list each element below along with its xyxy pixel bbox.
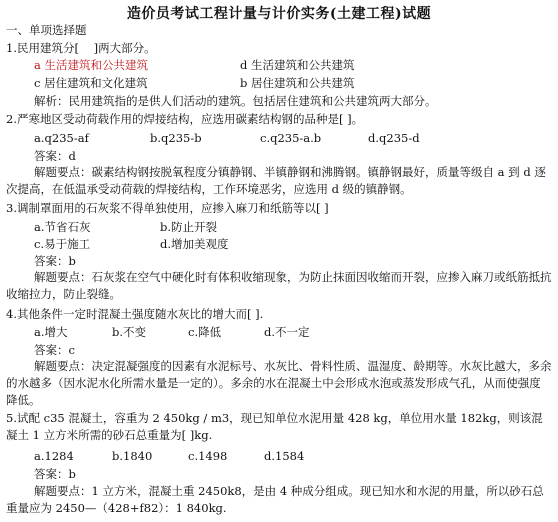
q5-answer: 答案：b bbox=[34, 467, 76, 481]
q3-option-b: b.防止开裂 bbox=[160, 220, 218, 234]
q4-explanation: 解题要点：决定混凝强度的因素有水泥标号、水灰比、骨料性质、温湿度、龄期等。水灰比越大，多余的水越多（因水泥水化所需水量是一定的）。多余的水在混凝土中会形成水泡或蒸发形成气孔，从而使强度降低。 bbox=[6, 359, 552, 407]
page-title: 造价员考试工程计量与计价实务(土建工程)试题 bbox=[126, 6, 432, 22]
q4-option-c: c.降低 bbox=[188, 325, 222, 339]
q4-option-d: d.不一定 bbox=[264, 325, 310, 339]
q1-explanation: 解析：民用建筑指的是供人们活动的建筑。包括居住建筑和公共建筑两大部分。 bbox=[34, 94, 437, 108]
answer-blank bbox=[79, 41, 94, 55]
q3-option-d: d.增加美观度 bbox=[160, 237, 229, 251]
q2-option-a: a.q235-af bbox=[34, 131, 89, 145]
q3-option-a: a.节省石灰 bbox=[34, 220, 91, 234]
q4-answer: 答案：c bbox=[34, 343, 75, 357]
q5-explanation: 解题要点：1 立方米，混凝土重 2450k8，是由 4 种成分组成。现已知水和水泥的用量，所以砂石总重量应为 2450—（428+f82）：1 840kg. bbox=[6, 484, 544, 515]
question-1-stem: 1.民用建筑分[ ]两大部分。 bbox=[6, 41, 156, 55]
q2-option-d: d.q235-d bbox=[368, 131, 420, 145]
q5-option-c: c.1498 bbox=[188, 449, 228, 463]
q1-option-b: d 生活建筑和公共建筑 bbox=[240, 58, 355, 72]
q2-option-b: b.q235-b bbox=[150, 131, 202, 145]
q1-option-a: a 生活建筑和公共建筑 bbox=[34, 58, 149, 72]
q2-explanation: 解题要点：碳素结构钢按脱氧程度分镇静钢、半镇静钢和沸腾钢。镇静钢最好，质量等级自 a 到 d 逐次提高，在低温承受动荷载的焊接结构，工作环境恶劣，应选用 d 级的镇静钢。 bbox=[6, 165, 546, 196]
question-5-stem: 5.试配 c35 混凝土，容重为 2 450kg / m3，现已知单位水泥用量 428 kg，单位用水量 182kg，则该混凝土 1 立方米所需的砂石总重量为[ ]kg. bbox=[6, 411, 543, 442]
q2-answer: 答案：d bbox=[34, 149, 76, 163]
q1-option-d: b 居住建筑和公共建筑 bbox=[240, 76, 355, 90]
question-3-stem: 3.调制罩面用的石灰浆不得单独使用，应掺入麻刀和纸筋等以[ ] bbox=[6, 201, 329, 215]
q3-answer: 答案：b bbox=[34, 254, 76, 268]
section-heading: 一、单项选择题 bbox=[6, 23, 87, 37]
q5-option-d: d.1584 bbox=[264, 449, 305, 463]
q5-option-b: b.1840 bbox=[112, 449, 153, 463]
q4-option-a: a.增大 bbox=[34, 325, 68, 339]
q1-option-c: c 居住建筑和文化建筑 bbox=[34, 76, 148, 90]
question-2-stem: 2.严寒地区受动荷载作用的焊接结构，应选用碳素结构钢的品种是[ ]。 bbox=[6, 112, 364, 126]
q2-option-c: c.q235-a.b bbox=[260, 131, 322, 145]
q3-explanation: 解题要点：石灰浆在空气中硬化时有体积收缩现象，为防止抹面因收缩而开裂，应掺入麻刀或纸筋抵抗收缩拉力，防止裂缝。 bbox=[6, 270, 552, 301]
q4-option-b: b.不变 bbox=[112, 325, 147, 339]
question-4-stem: 4.其他条件一定时混凝土强度随水灰比的增大而[ ]. bbox=[6, 307, 264, 321]
q3-option-c: c.易于施工 bbox=[34, 237, 91, 251]
q5-option-a: a.1284 bbox=[34, 449, 74, 463]
